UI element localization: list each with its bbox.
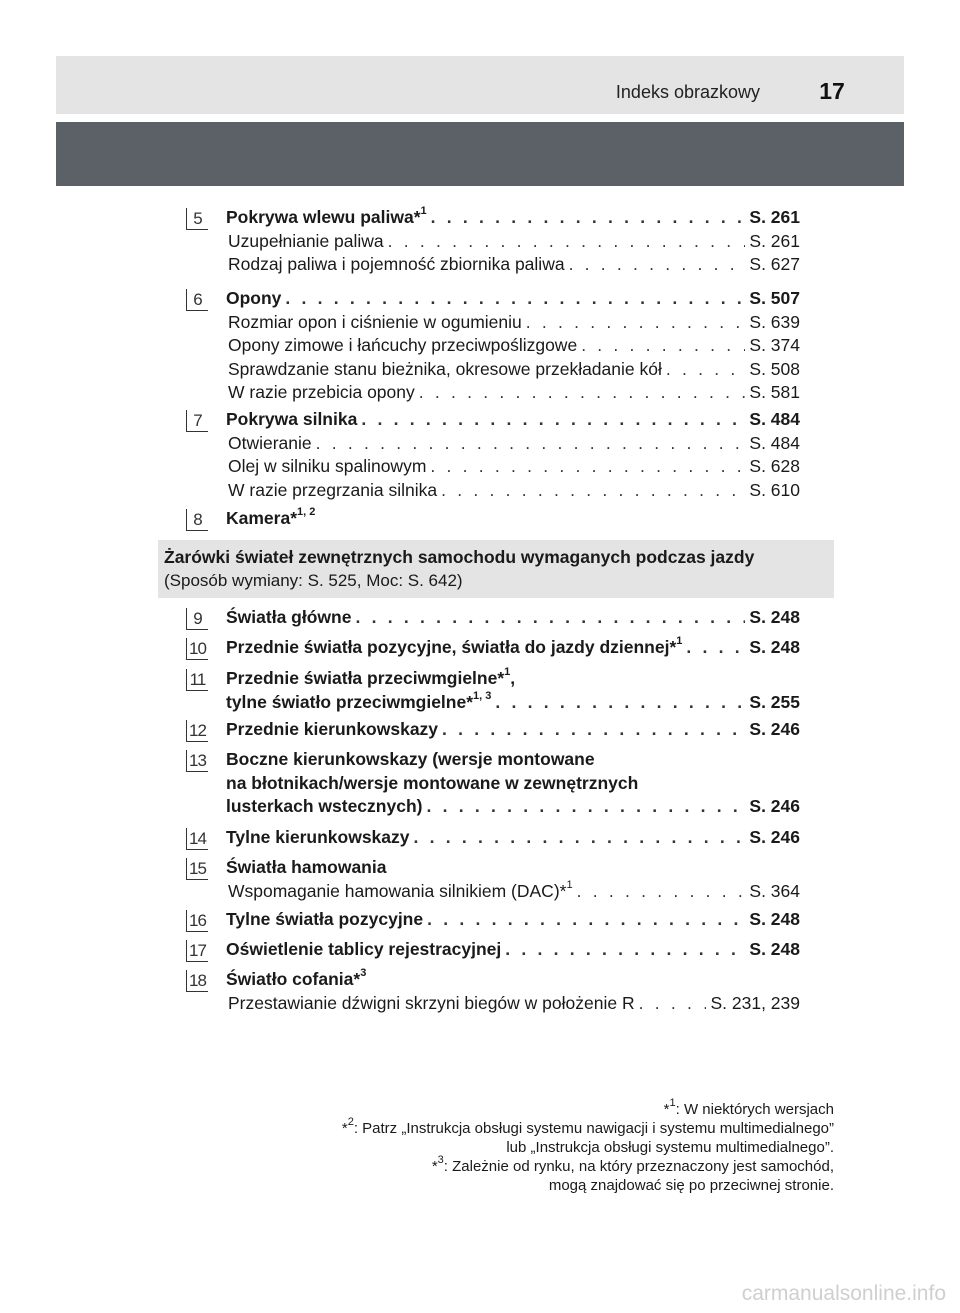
page-ref: S. 261 — [749, 207, 800, 227]
index-row — [226, 795, 800, 819]
entry-label-text: Otwieranie — [228, 432, 312, 453]
page-ref: S. 261 — [749, 230, 800, 251]
entry-label-text: W razie przebicia opony — [228, 382, 415, 402]
entry-label-text: Olej w silniku spalinowym — [228, 456, 427, 476]
dot-leader — [581, 334, 745, 358]
dot-leader — [430, 455, 745, 479]
index-row — [226, 287, 800, 311]
index-entry — [186, 856, 800, 903]
page-ref: S. 627 — [749, 254, 800, 274]
footnote-text: : W niektórych wersjach — [675, 1101, 834, 1118]
entry-label-text: Opony zimowe i łańcuchy przeciwpoślizgowe — [228, 335, 578, 355]
index-row — [226, 748, 800, 772]
page-ref: S. 255 — [749, 691, 800, 712]
callout-number: 5 — [186, 208, 208, 230]
entry-label-text: Światła główne — [226, 607, 352, 627]
entry-label — [226, 408, 357, 432]
page-ref: S. 628 — [749, 456, 800, 476]
footnote-text: mogą znajdować się po przeciwnej stronie. — [548, 1177, 834, 1194]
index-row — [226, 691, 800, 715]
index-row — [228, 253, 800, 277]
footnote-number: 2 — [347, 1116, 354, 1128]
index-row — [226, 408, 800, 432]
page-number: 17 — [819, 78, 845, 104]
entry-label — [226, 938, 501, 962]
page-ref: S. 507 — [749, 288, 800, 308]
dot-leader — [414, 826, 746, 850]
header-bar — [56, 56, 904, 114]
callout-number: 17 — [186, 940, 208, 962]
entry-label-text: Światło cofania* — [226, 969, 361, 989]
entry-label — [228, 992, 635, 1016]
entry-label — [226, 508, 315, 528]
header-dark-band — [56, 122, 904, 186]
index-row — [226, 968, 800, 992]
entry-label-text: Przednie światła przeciwmgielne* — [226, 668, 505, 688]
index-row — [226, 667, 800, 691]
index-row — [226, 636, 800, 660]
footnote-text: : Zależnie od rynku, na który przeznaczony jest samochód, — [443, 1158, 834, 1175]
dot-leader — [316, 432, 746, 456]
footnote-line — [234, 1176, 834, 1195]
index-row — [228, 358, 800, 382]
dot-leader — [431, 206, 746, 230]
entry-label-text: Przednie kierunkowskazy — [226, 719, 439, 739]
entry-label — [228, 479, 437, 503]
entry-label — [226, 691, 491, 715]
dot-leader — [526, 311, 746, 335]
entry-label-text: Oświetlenie tablicy rejestracyjnej — [226, 939, 502, 959]
index-row — [226, 606, 800, 630]
footnote-ref: 1 — [420, 205, 427, 218]
dot-leader — [427, 908, 745, 932]
page-ref: S. 610 — [749, 479, 800, 500]
index-row — [226, 856, 800, 880]
entry-label — [228, 311, 522, 335]
entry-label — [228, 358, 662, 382]
callout-number: 9 — [186, 608, 208, 630]
page-ref: S. 246 — [749, 796, 800, 816]
entry-label: Przednie światła przeciwmgielne*$^1$, — [226, 666, 516, 688]
dot-leader — [441, 479, 745, 503]
callout-number: 13 — [186, 750, 208, 772]
entry-label — [226, 969, 366, 989]
callout-number: 15 — [186, 858, 208, 880]
entry-label — [226, 636, 682, 660]
index-entry — [186, 826, 800, 850]
dot-leader — [495, 691, 745, 715]
entry-label — [226, 287, 281, 311]
index-entry — [186, 287, 800, 405]
entry-label-text: W razie przegrzania silnika — [228, 479, 438, 500]
index-row — [226, 507, 800, 531]
page-ref: S. 248 — [749, 939, 800, 959]
entry-label — [226, 826, 410, 850]
entry-label-text: Pokrywa silnika — [226, 409, 358, 429]
dot-leader — [666, 358, 746, 382]
footnote-mark: * — [341, 1120, 348, 1137]
callout-number: 6 — [186, 289, 208, 311]
footnote-text: lub „Instrukcja obsługi systemu multimedialnego”. — [506, 1139, 834, 1156]
index-entry — [186, 408, 800, 502]
index-row — [228, 455, 800, 479]
page-ref: S. 246 — [749, 827, 800, 847]
index-entry — [186, 606, 800, 630]
entry-label — [226, 206, 427, 230]
index-row — [226, 826, 800, 850]
entry-label-text: Przestawianie dźwigni skrzyni biegów w położenie R — [228, 992, 635, 1013]
page-ref: S. 364 — [749, 880, 800, 901]
callout-number: 10 — [186, 638, 208, 660]
page-ref: S. 508 — [749, 358, 800, 379]
index-entry — [186, 667, 800, 714]
page-ref: S. 248 — [749, 909, 800, 929]
entry-label-text: lusterkach wstecznych) — [226, 796, 423, 816]
entry-label-text: Rodzaj paliwa i pojemność zbiornika paliwa — [228, 254, 565, 274]
dot-leader — [426, 795, 745, 819]
footnote-ref: 1 — [504, 666, 511, 679]
entry-label — [228, 381, 415, 405]
index-row — [228, 230, 800, 254]
entry-label-text: Światła hamowania — [226, 857, 387, 877]
callout-number: 7 — [186, 410, 208, 432]
footnote-ref: 3 — [360, 967, 367, 980]
index-entry — [186, 908, 800, 932]
footnote-ref: 1, 2 — [297, 506, 316, 519]
watermark: carmanualsonline.info — [741, 1282, 946, 1305]
entry-label-text: Opony — [226, 288, 282, 308]
footnote-text: : Patrz „Instrukcja obsługi systemu nawigacji i systemu multimedialnego” — [353, 1120, 834, 1137]
page-ref: S. 639 — [749, 311, 800, 332]
entry-label — [228, 334, 577, 358]
entry-label — [226, 908, 423, 932]
callout-number: 16 — [186, 910, 208, 932]
entry-label-text: Pokrywa wlewu paliwa* — [226, 207, 421, 227]
index-row — [226, 772, 800, 796]
index-entry — [186, 636, 800, 660]
index-entry — [186, 968, 800, 1015]
entry-label-text: Tylne kierunkowskazy — [226, 827, 410, 847]
page-ref: S. 248 — [749, 637, 800, 657]
index-entry — [186, 507, 800, 531]
page-ref: S. 231, 239 — [710, 992, 800, 1013]
entry-label — [226, 749, 595, 769]
index-row — [228, 479, 800, 503]
page-ref: S. 484 — [749, 409, 800, 429]
entry-label-text: na błotnikach/wersje montowane w zewnętrznych — [226, 772, 639, 793]
section-header-title: Indeks obrazkowy — [615, 82, 760, 102]
page-ref: S. 246 — [749, 719, 800, 739]
entry-label — [228, 880, 573, 904]
index-row — [226, 206, 800, 230]
index-entry — [186, 206, 800, 277]
footnote-line — [234, 1116, 834, 1138]
dot-leader — [639, 992, 707, 1016]
entry-label-text: Wspomaganie hamowania silnikiem (DAC)* — [228, 880, 567, 901]
index-row — [228, 880, 800, 904]
index-entry — [186, 748, 800, 819]
entry-label — [228, 455, 426, 479]
callout-number: 11 — [186, 669, 208, 691]
index-row — [226, 908, 800, 932]
entry-label-text: Rozmiar opon i ciśnienie w ogumieniu — [228, 311, 522, 332]
entry-label — [228, 432, 312, 456]
section-subtitle: (Sposób wymiany: S. 525, Moc: S. 642) — [164, 571, 463, 590]
page-ref: S. 374 — [749, 335, 800, 355]
footnote-mark: * — [663, 1101, 670, 1118]
page-ref: S. 484 — [749, 432, 800, 453]
entry-label — [226, 795, 422, 819]
index-row — [228, 432, 800, 456]
entry-label — [226, 857, 386, 877]
index-row — [228, 992, 800, 1016]
entry-label-text: Boczne kierunkowskazy (wersje montowane — [226, 749, 595, 769]
page-ref: S. 248 — [749, 607, 800, 627]
entry-label-text: Uzupełnianie paliwa — [228, 230, 384, 251]
callout-number: 12 — [186, 720, 208, 742]
dot-leader — [361, 408, 745, 432]
index-row — [226, 938, 800, 962]
entry-label-text: Kamera* — [226, 508, 298, 528]
index-row — [228, 311, 800, 335]
dot-leader — [355, 606, 745, 630]
entry-label-text: tylne światło przeciwmgielne* — [226, 691, 474, 712]
index-row — [226, 718, 800, 742]
footnote-line — [234, 1097, 834, 1119]
page-ref: S. 581 — [749, 382, 800, 402]
dot-leader — [388, 230, 746, 254]
index-entry — [186, 938, 800, 962]
dot-leader — [577, 880, 746, 904]
callout-number: 14 — [186, 828, 208, 850]
entry-label-text: Sprawdzanie stanu bieżnika, okresowe przekładanie kół — [228, 358, 662, 379]
dot-leader — [285, 287, 745, 311]
entry-label — [226, 718, 438, 742]
footnote-line — [234, 1154, 834, 1176]
footnote-ref: 1 — [676, 635, 683, 648]
index-row — [228, 381, 800, 405]
footnote-line — [234, 1138, 834, 1157]
dot-leader — [569, 253, 746, 277]
entry-label — [228, 253, 565, 277]
footnotes — [234, 1097, 834, 1195]
footnote-number: 3 — [437, 1154, 444, 1166]
footnote-ref: 1, 3 — [473, 689, 492, 702]
callout-number: 18 — [186, 970, 208, 992]
entry-label — [226, 773, 638, 793]
dot-leader — [505, 938, 745, 962]
footnote-ref: 1 — [566, 878, 573, 891]
dot-leader — [686, 636, 745, 660]
dot-leader — [419, 381, 746, 405]
section-title: Żarówki świateł zewnętrznych samochodu wymaganych podczas jazdy — [164, 547, 755, 567]
entry-label — [226, 606, 351, 630]
footnote-number: 1 — [669, 1097, 676, 1109]
entry-label-text: Tylne światła pozycyjne — [226, 909, 424, 929]
index-entry — [186, 718, 800, 742]
callout-number: 8 — [186, 509, 208, 531]
index-row — [228, 334, 800, 358]
dot-leader — [442, 718, 745, 742]
footnote-mark: * — [431, 1158, 438, 1175]
entry-label — [228, 230, 384, 254]
entry-label-text: Przednie światła pozycyjne, światła do jazdy dziennej* — [226, 637, 677, 657]
